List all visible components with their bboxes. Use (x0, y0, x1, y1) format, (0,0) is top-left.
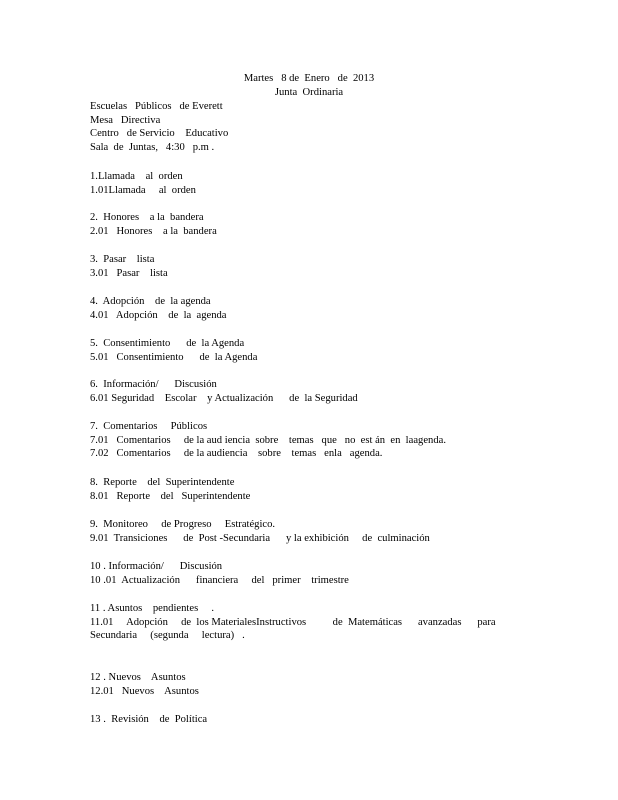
section-heading: 5. Consentimiento de la Agenda (90, 338, 245, 349)
intro-block (90, 100, 490, 154)
agenda-section-11 (90, 602, 510, 643)
agenda-section-5 (90, 337, 490, 364)
section-heading: 8. Reporte del Superintendente (90, 477, 235, 488)
section-item: 10 .01 Actualización financiera del primer trimestre (90, 574, 349, 586)
section-item: 7.01 Comentarios de la aud iencia sobre temas que no est án en laagenda. (90, 434, 446, 446)
room-time: Sala de Juntas, 4:30 p.m . (90, 141, 215, 153)
agenda-section-13 (90, 713, 490, 727)
section-heading: 9. Monitoreo de Progreso Estratégico. (90, 519, 276, 530)
agenda-section-2 (90, 211, 490, 238)
center-name: Centro de Servicio Educativo (90, 128, 229, 139)
section-item: 6.01 Seguridad Escolar y Actualización de la Seguridad (90, 392, 358, 404)
agenda-section-10 (90, 560, 490, 587)
agenda-section-8 (90, 476, 490, 503)
agenda-section-3 (90, 253, 490, 280)
board-name: Mesa Directiva (90, 114, 161, 126)
section-item: 3.01 Pasar lista (90, 267, 168, 279)
section-heading: 1.Llamada al orden (90, 171, 183, 182)
section-item: 7.02 Comentarios de la audiencia sobre temas enla agenda. (90, 448, 383, 459)
section-item: 4.01 Adopción de la agenda (90, 309, 227, 321)
agenda-section-7 (90, 420, 490, 461)
section-item: 5.01 Consentimiento de la Agenda (90, 351, 258, 363)
district-name: Escuelas Públicos de Everett (90, 101, 223, 112)
section-item: 8.01 Reporte del Superintendente (90, 490, 251, 502)
agenda-section-4 (90, 295, 490, 322)
section-item: 11.01 Adopción de los MaterialesInstructivos de Matemáticas avanzadas para (90, 616, 496, 628)
section-item-continued: Secundaria (segunda lectura) . (90, 630, 245, 641)
section-heading: 13 . Revisión de Política (90, 714, 208, 725)
section-heading: 12 . Nuevos Asuntos (90, 672, 186, 683)
section-item: 2.01 Honores a la bandera (90, 225, 217, 237)
section-item: 1.01Llamada al orden (90, 184, 196, 196)
section-heading: 10 . Información/ Discusión (90, 561, 223, 572)
section-heading: 6. Información/ Discusión (90, 379, 217, 390)
section-heading: 2. Honores a la bandera (90, 212, 204, 223)
section-item: 9.01 Transiciones de Post -Secundaria y la exhibición de culminación (90, 532, 430, 544)
section-heading: 7. Comentarios Públicos (90, 421, 208, 432)
meeting-type: Junta Ordinaria (274, 87, 344, 98)
section-heading: 4. Adopción de la agenda (90, 296, 211, 307)
agenda-section-9 (90, 518, 490, 545)
agenda-section-12 (90, 671, 490, 698)
agenda-section-6 (90, 378, 490, 405)
section-item: 12.01 Nuevos Asuntos (90, 685, 199, 697)
meeting-date: Martes 8 de Enero de 2013 (243, 73, 375, 84)
section-heading: 3. Pasar lista (90, 254, 155, 265)
agenda-section-1 (90, 170, 490, 197)
section-heading: 11 . Asuntos pendientes . (90, 603, 215, 614)
